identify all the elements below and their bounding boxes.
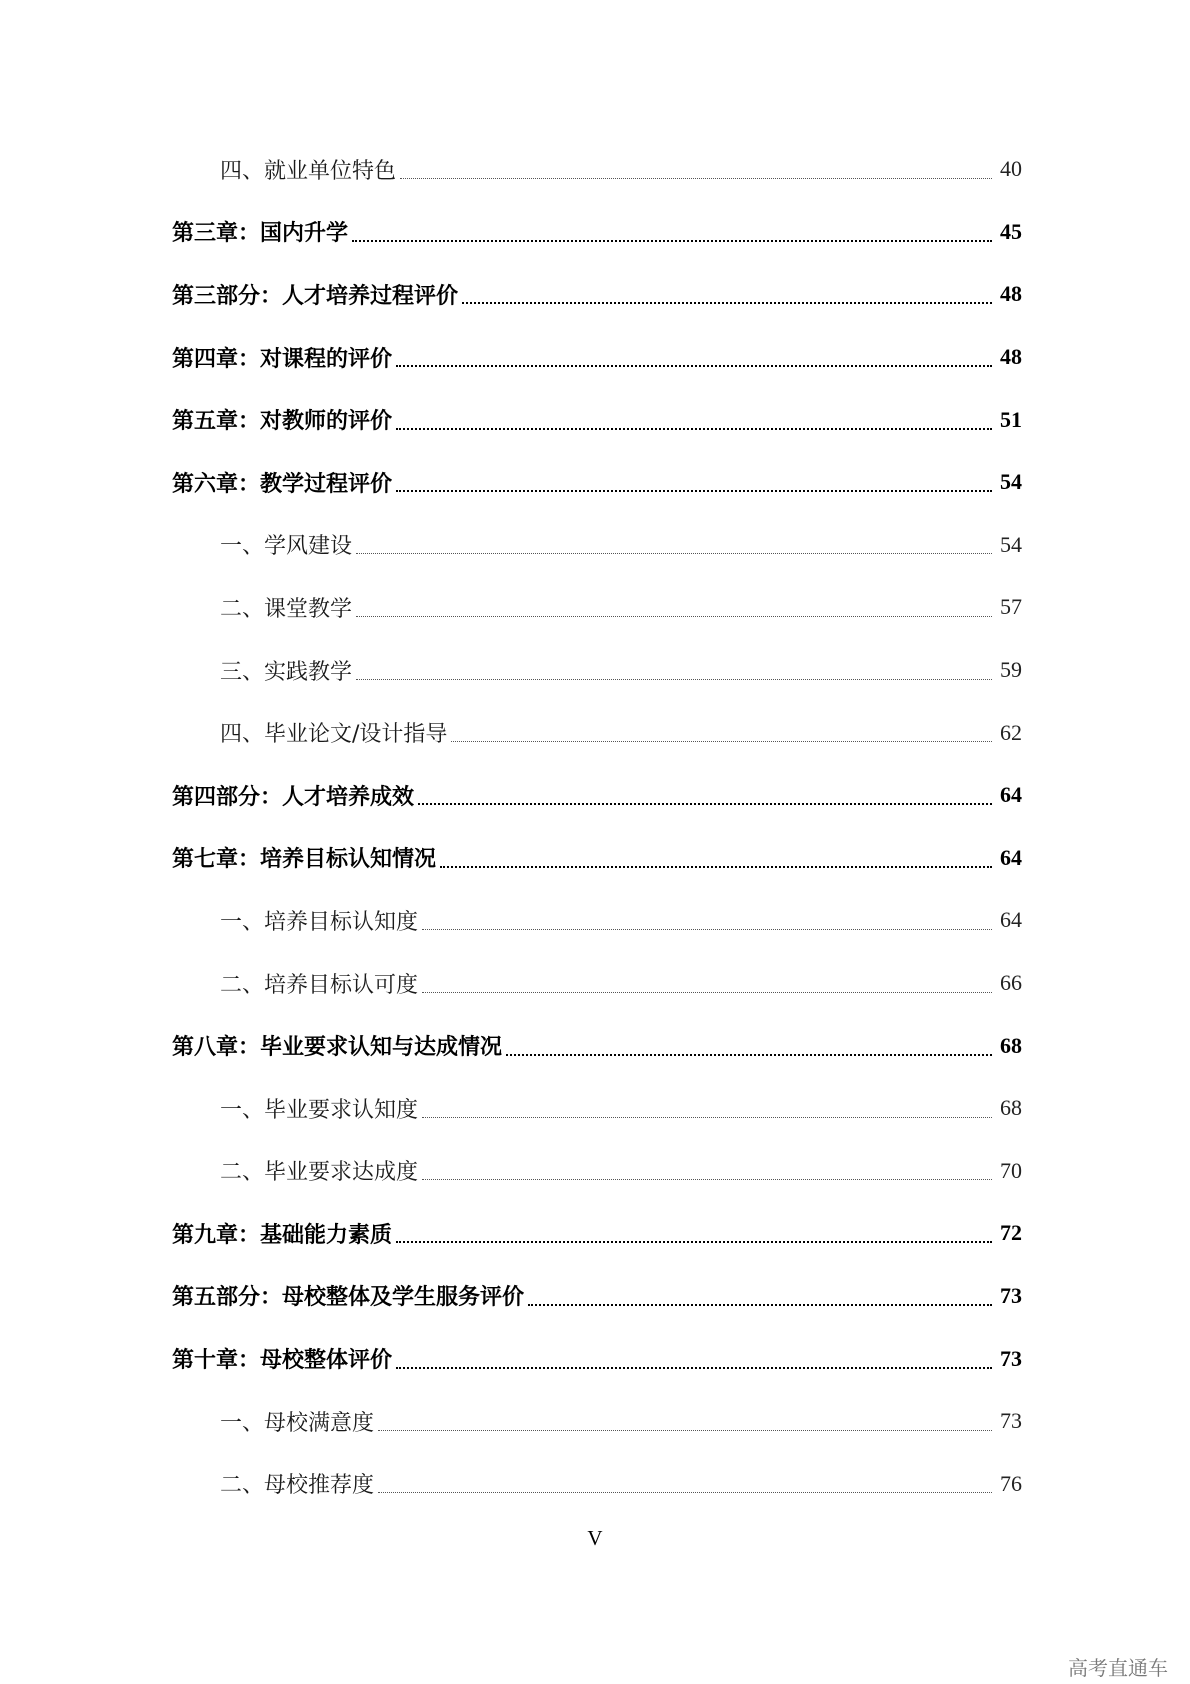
dot-leader (378, 1492, 992, 1493)
toc-entry-title: 第九章：基础能力素质 (172, 1222, 393, 1248)
toc-entry-page: 48 (1000, 344, 1022, 370)
dot-leader (378, 1430, 992, 1431)
toc-entry-page: 59 (1000, 657, 1022, 683)
toc-entry-title: 第三部分：人才培养过程评价 (172, 283, 459, 309)
toc-entry-chapter[interactable] (172, 263, 1022, 326)
toc-entry-page: 73 (1000, 1408, 1022, 1434)
toc-entry-page: 51 (1000, 406, 1022, 432)
toc-entry-title: 第七章：培养目标认知情况 (172, 847, 437, 873)
toc-entry-page: 48 (1000, 281, 1022, 307)
toc-entry-title: 第三章：国内升学 (172, 221, 349, 247)
table-of-contents (172, 138, 1022, 1515)
toc-entry-title: 第八章：毕业要求认知与达成情况 (172, 1035, 503, 1061)
toc-entry-page: 72 (1000, 1220, 1022, 1246)
toc-entry-title: 第六章：教学过程评价 (172, 471, 393, 497)
toc-entry-page: 54 (1000, 469, 1022, 495)
dot-leader (356, 553, 992, 554)
dot-leader (506, 1054, 992, 1056)
dot-leader (422, 992, 992, 993)
toc-entry-section[interactable] (172, 1452, 1022, 1515)
toc-entry-title: 第五章：对教师的评价 (172, 409, 393, 435)
toc-entry-page: 68 (1000, 1032, 1022, 1058)
toc-entry-title: 一、培养目标认知度 (220, 909, 419, 935)
dot-leader (396, 490, 992, 492)
toc-entry-title: 三、实践教学 (220, 659, 353, 685)
dot-leader (356, 679, 992, 680)
page-number: V (587, 1526, 603, 1550)
dot-leader (528, 1304, 992, 1306)
toc-entry-title: 第五部分：母校整体及学生服务评价 (172, 1285, 525, 1311)
toc-entry-title: 第十章：母校整体评价 (172, 1348, 393, 1374)
toc-entry-title: 二、母校推荐度 (220, 1473, 375, 1499)
toc-entry-title: 四、就业单位特色 (220, 158, 397, 184)
toc-entry-chapter[interactable] (172, 1014, 1022, 1077)
dot-leader (396, 1367, 992, 1369)
toc-entry-page: 70 (1000, 1157, 1022, 1183)
toc-entry-section[interactable] (172, 952, 1022, 1015)
toc-entry-chapter[interactable] (172, 1327, 1022, 1390)
dot-leader (396, 365, 992, 367)
toc-entry-page: 68 (1000, 1095, 1022, 1121)
toc-entry-page: 57 (1000, 594, 1022, 620)
toc-entry-chapter[interactable] (172, 388, 1022, 451)
toc-entry-chapter[interactable] (172, 451, 1022, 514)
toc-entry-section[interactable] (172, 1390, 1022, 1453)
toc-entry-page: 62 (1000, 719, 1022, 745)
toc-entry-chapter[interactable] (172, 827, 1022, 890)
toc-entry-page: 64 (1000, 907, 1022, 933)
toc-entry-title: 一、母校满意度 (220, 1410, 375, 1436)
toc-entry-title: 第四章：对课程的评价 (172, 346, 393, 372)
toc-entry-page: 45 (1000, 218, 1022, 244)
toc-entry-title: 二、培养目标认可度 (220, 972, 419, 998)
toc-entry-section[interactable] (172, 701, 1022, 764)
toc-entry-section[interactable] (172, 639, 1022, 702)
toc-entry-section[interactable] (172, 576, 1022, 639)
dot-leader (422, 929, 992, 930)
toc-entry-page: 73 (1000, 1282, 1022, 1308)
watermark-text: 高考直通车 (1068, 1656, 1168, 1680)
dot-leader (440, 866, 992, 868)
dot-leader (422, 1117, 992, 1118)
toc-entry-title: 一、毕业要求认知度 (220, 1097, 419, 1123)
dot-leader (396, 428, 992, 430)
toc-entry-page: 66 (1000, 970, 1022, 996)
toc-entry-title: 第四部分：人才培养成效 (172, 784, 415, 810)
toc-entry-section[interactable] (172, 889, 1022, 952)
dot-leader (352, 240, 992, 242)
toc-entry-chapter[interactable] (172, 1202, 1022, 1265)
toc-entry-chapter[interactable] (172, 1265, 1022, 1328)
toc-entry-page: 54 (1000, 531, 1022, 557)
toc-entry-title: 二、课堂教学 (220, 596, 353, 622)
dot-leader (400, 178, 992, 179)
dot-leader (462, 302, 992, 304)
toc-entry-page: 76 (1000, 1470, 1022, 1496)
dot-leader (451, 741, 992, 742)
dot-leader (396, 1241, 992, 1243)
toc-entry-chapter[interactable] (172, 326, 1022, 389)
toc-entry-page: 40 (1000, 156, 1022, 182)
dot-leader (356, 616, 992, 617)
toc-entry-page: 64 (1000, 782, 1022, 808)
dot-leader (422, 1179, 992, 1180)
toc-entry-chapter[interactable] (172, 764, 1022, 827)
toc-entry-section[interactable] (172, 138, 1022, 201)
toc-entry-page: 73 (1000, 1345, 1022, 1371)
toc-entry-section[interactable] (172, 1140, 1022, 1203)
dot-leader (418, 803, 992, 805)
toc-entry-title: 二、毕业要求达成度 (220, 1160, 419, 1186)
toc-entry-title: 一、学风建设 (220, 534, 353, 560)
toc-entry-title: 四、毕业论文/设计指导 (220, 722, 448, 748)
toc-entry-section[interactable] (172, 1077, 1022, 1140)
toc-entry-section[interactable] (172, 514, 1022, 577)
toc-entry-page: 64 (1000, 844, 1022, 870)
toc-entry-chapter[interactable] (172, 201, 1022, 264)
